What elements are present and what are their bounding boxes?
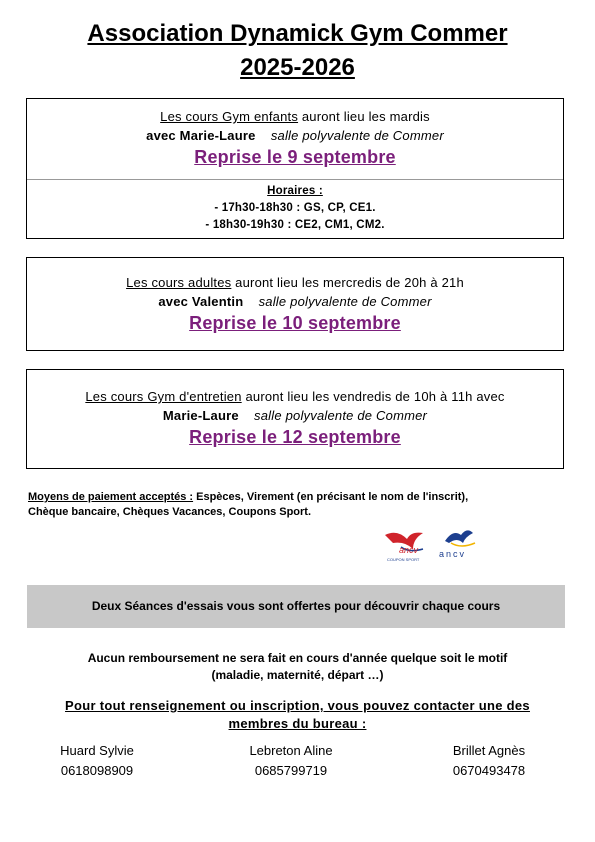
member-card — [216, 741, 366, 781]
course-schedule: auront lieu les mardis — [298, 109, 430, 124]
hours-title-line — [27, 185, 563, 197]
course-name: Les cours Gym enfants — [160, 109, 299, 124]
course-schedule: auront lieu les vendredis de 10h à 11h avec — [241, 389, 505, 404]
ancv-coupon-text: ancv — [399, 545, 419, 555]
course-schedule-line — [27, 275, 563, 290]
payment-line2: Chèque bancaire, Chèques Vacances, Coupons Sport. — [28, 506, 312, 518]
ancv-logos — [383, 527, 493, 563]
course-box-adults — [26, 257, 564, 351]
course-resumption: Reprise le 10 septembre — [189, 313, 401, 333]
member-card — [22, 741, 172, 781]
course-teacher: avec Marie-Laure — [146, 128, 256, 143]
contact-line1: Pour tout renseignement ou inscription, vous pouvez contacter une des — [65, 698, 530, 713]
course-resumption-line — [27, 147, 563, 168]
payment-methods — [28, 490, 568, 520]
box-divider — [27, 179, 563, 180]
course-resumption-line — [27, 313, 563, 334]
page-title: Association Dynamick Gym Commer — [87, 20, 508, 47]
course-box-children — [26, 98, 564, 239]
course-schedule-line — [27, 109, 563, 124]
payment-label: Moyens de paiement acceptés : — [28, 491, 194, 503]
course-location: salle polyvalente de Commer — [258, 294, 432, 309]
course-resumption: Reprise le 12 septembre — [189, 427, 401, 447]
member-name: Brillet Agnès — [452, 743, 526, 758]
course-schedule: auront lieu les mercredis de 20h à 21h — [231, 275, 464, 290]
course-teacher-line — [27, 294, 563, 309]
hours-item: - 18h30-19h30 : CE2, CM1, CM2. — [205, 219, 385, 231]
contact-line2: membres du bureau : — [228, 716, 367, 731]
course-name: Les cours Gym d'entretien — [85, 389, 242, 404]
refund-line2: (maladie, maternité, départ …) — [211, 668, 384, 682]
member-name: Huard Sylvie — [60, 743, 134, 758]
course-resumption: Reprise le 9 septembre — [194, 147, 396, 167]
course-location: salle polyvalente de Commer — [254, 408, 428, 423]
trial-banner: Deux Séances d'essais vous sont offertes pour découvrir chaque cours — [27, 585, 565, 628]
ancv-text: ancv — [439, 549, 467, 559]
ancv-coupon-sub: COUPON SPORT — [387, 557, 420, 562]
season-title: 2025-2026 — [240, 54, 355, 81]
member-name: Lebreton Aline — [249, 743, 333, 758]
member-card — [414, 741, 564, 781]
member-phone: 0618098909 — [60, 763, 134, 778]
course-teacher-line — [27, 128, 563, 143]
course-teacher: avec Valentin — [158, 294, 244, 309]
refund-line1: Aucun remboursement ne sera fait en cours d'année quelque soit le motif — [87, 651, 508, 665]
member-phone: 0670493478 — [452, 763, 526, 778]
ancv-coupon-sport-logo — [383, 527, 493, 563]
course-schedule-line — [27, 389, 563, 404]
member-phone: 0685799719 — [254, 763, 328, 778]
course-box-maintenance — [26, 369, 564, 469]
course-name: Les cours adultes — [126, 275, 232, 290]
course-teacher-line — [27, 408, 563, 423]
course-teacher: Marie-Laure — [162, 408, 239, 423]
payment-line1: Espèces, Virement (en précisant le nom de l'inscrit), — [193, 491, 469, 503]
course-location: salle polyvalente de Commer — [270, 128, 444, 143]
course-resumption-line — [27, 427, 563, 448]
hours-item: - 17h30-18h30 : GS, CP, CE1. — [214, 202, 376, 214]
hours-title: Horaires : — [267, 185, 323, 197]
